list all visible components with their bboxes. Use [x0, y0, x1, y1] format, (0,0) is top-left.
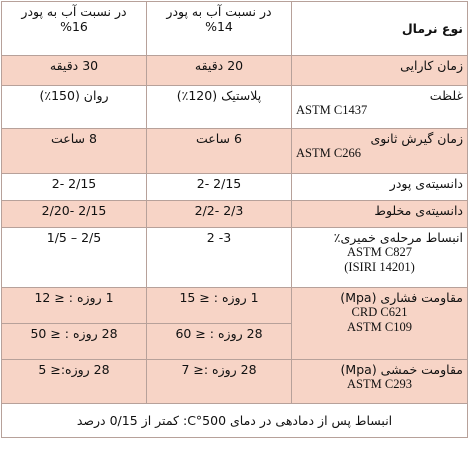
row-plastic-expansion: [2, 228, 468, 288]
value-compressive-28day-14: 28 روزه : ≤ 60: [147, 324, 292, 360]
header-type: نوع نرمال: [292, 2, 468, 56]
value-working-time-16: 30 دقیقه: [2, 56, 147, 86]
standard-plastic-expansion-1: ASTM C827: [347, 245, 412, 259]
value-plastic-expansion-16: 2/5 – 1/5: [2, 228, 147, 288]
value-powder-density-16: 2/15 -2: [2, 174, 147, 201]
standard-compressive-2: ASTM C109: [347, 320, 412, 334]
row-consistency: [2, 86, 468, 129]
label-flexural: [292, 360, 468, 404]
header-ratio-14-line2: %14: [205, 19, 233, 34]
row-flexural: [2, 360, 468, 404]
label-mix-density: دانسیته‌ی مخلوط: [292, 201, 468, 228]
row-compressive-1day: [2, 288, 468, 324]
standard-setting-time: ASTM C266: [296, 146, 361, 160]
header-ratio-14-line1: در نسبت آب به پودر: [166, 4, 272, 19]
label-flexural-text: مقاومت خمشی (Mpa): [340, 362, 463, 377]
value-compressive-1day-16: 1 روزه : ≤ 12: [2, 288, 147, 324]
standard-flexural: ASTM C293: [347, 377, 412, 391]
row-powder-density: [2, 174, 468, 201]
label-powder-density: دانسیته‌ی پودر: [292, 174, 468, 201]
label-setting-time: [292, 129, 468, 174]
value-compressive-28day-16: 28 روزه : ≤ 50: [2, 324, 147, 360]
value-compressive-1day-14: 1 روزه : ≤ 15: [147, 288, 292, 324]
value-working-time-14: 20 دقیقه: [147, 56, 292, 86]
value-mix-density-14: 2/3 -2/2: [147, 201, 292, 228]
label-working-time: زمان کارایی: [292, 56, 468, 86]
header-ratio-16: [2, 2, 147, 56]
value-setting-time-16: 8 ساعت: [2, 129, 147, 174]
label-plastic-expansion: [292, 228, 468, 288]
row-footer: [2, 404, 468, 438]
label-setting-time-text: زمان گیرش ثانوی: [370, 131, 463, 146]
value-plastic-expansion-14: 3- 2: [147, 228, 292, 288]
label-compressive-text: مقاومت فشاری (Mpa): [340, 290, 463, 305]
row-mix-density: [2, 201, 468, 228]
standard-compressive-1: CRD C621: [351, 305, 408, 319]
label-consistency-text: غلظت: [429, 88, 463, 103]
standard-consistency: ASTM C1437: [296, 103, 368, 117]
value-mix-density-16: 2/15 -2/20: [2, 201, 147, 228]
row-working-time: [2, 56, 468, 86]
header-row: [2, 2, 468, 56]
row-setting-time: [2, 129, 468, 174]
value-flexural-16: 28 روزه:≤ 5: [2, 360, 147, 404]
header-ratio-16-line1: در نسبت آب به پودر: [21, 4, 127, 19]
value-flexural-14: 28 روزه :≤ 7: [147, 360, 292, 404]
value-setting-time-14: 6 ساعت: [147, 129, 292, 174]
label-consistency: [292, 86, 468, 129]
value-consistency-14: پلاستیک (120٪): [147, 86, 292, 129]
header-ratio-14: [147, 2, 292, 56]
standard-plastic-expansion-2: (ISIRI 14201): [344, 260, 415, 274]
label-compressive: [292, 288, 468, 360]
spec-table: [1, 1, 468, 438]
value-consistency-16: روان (150٪): [2, 86, 147, 129]
label-plastic-expansion-text: انبساط مرحله‌ی خمیری٪: [333, 230, 463, 245]
footer-note: انبساط پس از دمادهی در دمای 500°C: کمتر از 0/15 درصد: [2, 404, 468, 438]
value-powder-density-14: 2/15 -2: [147, 174, 292, 201]
header-ratio-16-line2: %16: [60, 19, 88, 34]
